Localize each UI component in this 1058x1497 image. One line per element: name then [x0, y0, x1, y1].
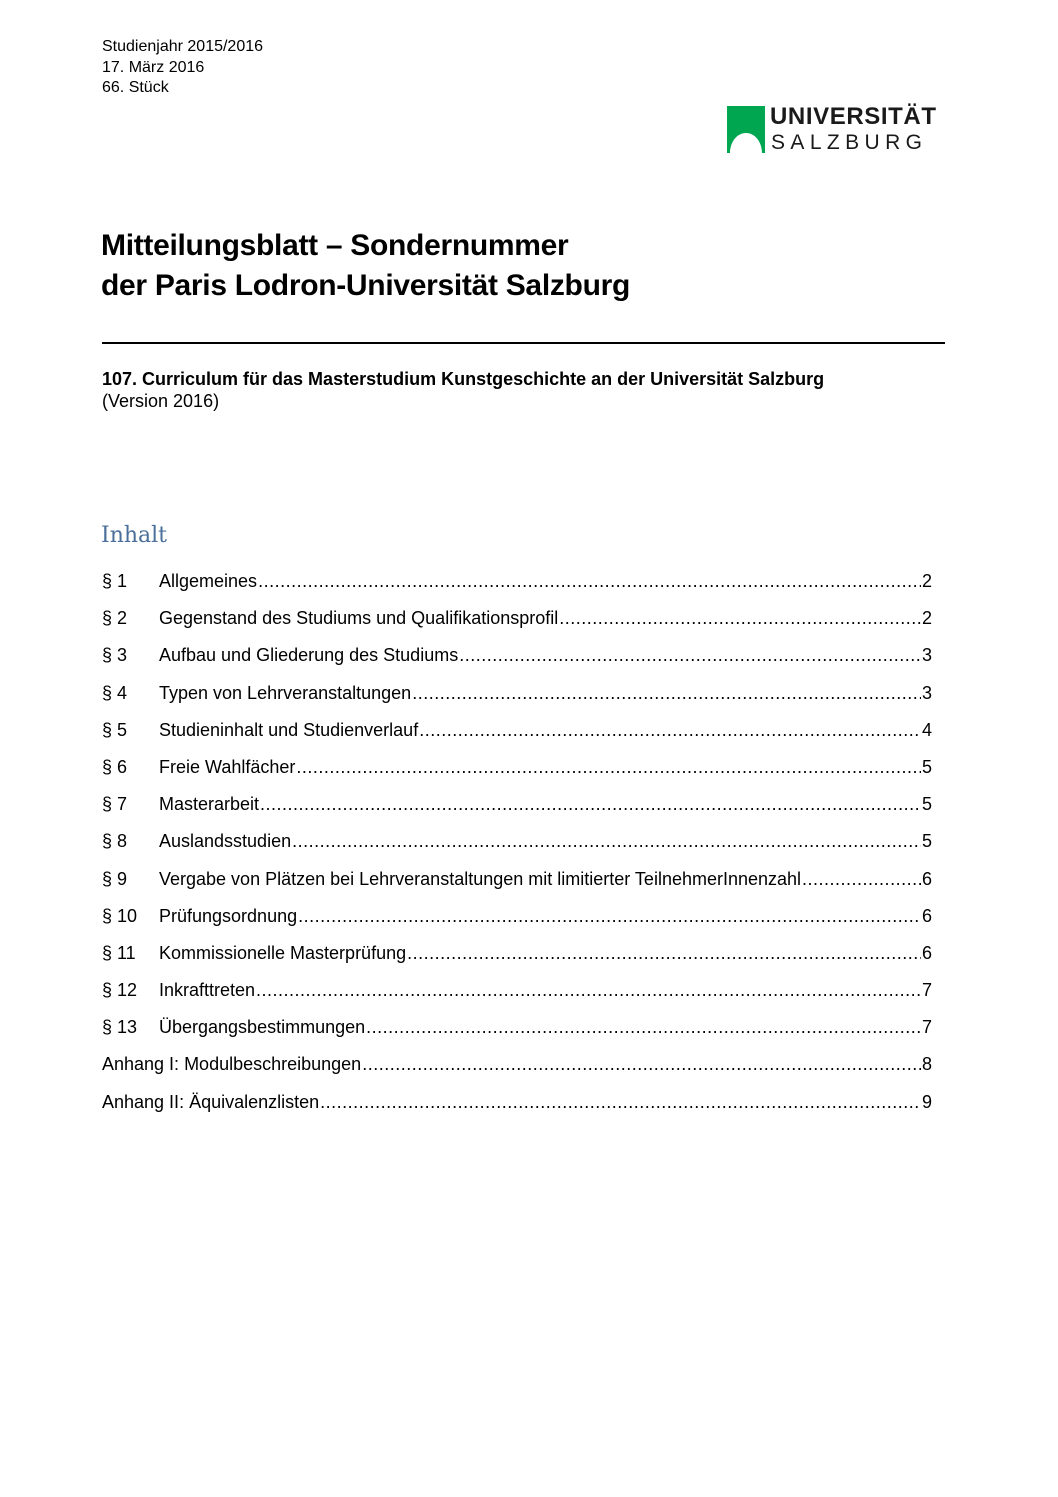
toc-entry-page: 4	[921, 719, 932, 740]
toc-leader-dots	[802, 863, 921, 896]
academic-year: Studienjahr 2015/2016	[102, 38, 264, 55]
toc-appendix-page: 8	[921, 1054, 932, 1075]
logo-text-universitaet: UNIVERSITÄT	[770, 103, 937, 130]
toc-entry-label: Prüfungsordnung	[159, 905, 298, 926]
logo-text-salzburg: SALZBURG	[771, 131, 928, 154]
toc-entry-label: Vergabe von Plätzen bei Lehrveranstaltungen mit limitierter TeilnehmerInnenzahl	[159, 868, 802, 889]
toc-entry-label: Inkrafttreten	[159, 980, 256, 1001]
toc-entry-page: 6	[921, 868, 932, 889]
toc-entry[interactable]	[102, 565, 932, 602]
toc-leader-dots	[296, 751, 921, 784]
toc-entry-page: 7	[921, 1017, 932, 1038]
toc-entry[interactable]	[102, 863, 932, 900]
toc-entry-label: Typen von Lehrveranstaltungen	[159, 682, 412, 703]
curriculum-title: 107. Curriculum für das Masterstudium Kunstgeschichte an der Universität Salzburg	[102, 369, 825, 389]
toc-entry-label: Allgemeines	[159, 571, 258, 591]
toc-entry-label: Aufbau und Gliederung des Studiums	[159, 645, 459, 666]
toc-entry-number: § 2	[102, 608, 128, 629]
toc-leader-dots	[419, 714, 921, 747]
title-line-1: Mitteilungsblatt – Sondernummer	[101, 229, 569, 262]
curriculum-version: (Version 2016)	[102, 391, 220, 411]
toc-entry-number: § 13	[102, 1017, 138, 1038]
toc-entry[interactable]	[102, 974, 932, 1011]
toc-entry-number: § 3	[102, 645, 128, 666]
toc-entry[interactable]	[102, 639, 932, 676]
toc-leader-dots	[412, 677, 921, 710]
toc-leader-dots	[362, 1048, 921, 1081]
toc-leader-dots	[258, 565, 921, 598]
toc-entry-number: § 4	[102, 682, 128, 703]
toc-entry-number: § 9	[102, 868, 128, 889]
logo-arch-icon	[727, 106, 765, 153]
toc-entry[interactable]	[102, 1011, 932, 1048]
toc-entry-label: Studieninhalt und Studienverlauf	[159, 719, 419, 740]
toc-entry[interactable]	[102, 714, 932, 751]
toc-entry[interactable]	[102, 788, 932, 825]
toc-entry[interactable]	[102, 937, 932, 974]
toc-entry-number: § 8	[102, 831, 128, 852]
toc-entry-page: 5	[921, 794, 932, 815]
toc-appendix-page: 9	[921, 1091, 932, 1112]
toc-entry-number: § 11	[102, 942, 136, 963]
toc-entry[interactable]	[102, 602, 932, 639]
issue-number: 66. Stück	[102, 79, 169, 96]
title-line-2: der Paris Lodron-Universität Salzburg	[101, 269, 631, 302]
toc-leader-dots	[459, 639, 921, 672]
toc-entry[interactable]	[102, 677, 932, 714]
document-meta	[102, 37, 263, 99]
toc-entry-page: 3	[921, 645, 932, 666]
toc-entry-label: Masterarbeit	[159, 794, 260, 815]
toc-entry-label: Auslandsstudien	[159, 831, 292, 852]
toc-entry[interactable]	[102, 825, 932, 862]
toc-appendix-label: Anhang I: Modulbeschreibungen	[102, 1054, 362, 1075]
toc-leader-dots	[256, 974, 921, 1007]
toc-entry-label: Kommissionelle Masterprüfung	[159, 942, 407, 963]
toc-entry[interactable]	[102, 900, 932, 937]
toc-entry-page: 2	[921, 608, 932, 629]
toc-entry-page: 6	[921, 942, 932, 963]
toc-entry-page: 7	[921, 980, 932, 1001]
toc-entry-label: Übergangsbestimmungen	[159, 1017, 366, 1038]
toc-entry-number: § 5	[102, 719, 128, 740]
toc-leader-dots	[366, 1011, 921, 1044]
toc-entry[interactable]	[102, 751, 932, 788]
issue-date: 17. März 2016	[102, 58, 205, 76]
toc-heading: Inhalt	[101, 523, 168, 548]
toc-entry-page: 5	[921, 831, 932, 852]
page-title	[101, 226, 630, 306]
toc-appendix-label: Anhang II: Äquivalenzlisten	[102, 1091, 320, 1112]
toc-leader-dots	[292, 825, 921, 858]
university-logo	[727, 103, 937, 156]
toc-entry-label: Freie Wahlfächer	[159, 756, 296, 777]
toc-entry-page: 5	[921, 756, 932, 777]
table-of-contents	[102, 565, 932, 1123]
toc-leader-dots	[559, 602, 921, 635]
toc-appendix[interactable]	[102, 1048, 932, 1085]
toc-entry-number: § 12	[102, 980, 138, 1001]
horizontal-divider	[102, 342, 945, 344]
toc-entry-page: 2	[921, 571, 932, 591]
document-heading	[102, 368, 824, 412]
toc-entry-page: 6	[921, 905, 932, 926]
toc-leader-dots	[407, 937, 921, 970]
toc-entry-number: § 1	[102, 571, 128, 591]
toc-entry-page: 3	[921, 682, 932, 703]
toc-entry-number: § 7	[102, 794, 128, 815]
toc-leader-dots	[320, 1086, 921, 1119]
toc-entry-label: Gegenstand des Studiums und Qualifikationsprofil	[159, 608, 559, 629]
toc-entry-number: § 6	[102, 756, 128, 777]
toc-leader-dots	[260, 788, 921, 821]
toc-entry-number: § 10	[102, 905, 138, 926]
toc-leader-dots	[298, 900, 921, 933]
toc-appendix[interactable]	[102, 1086, 932, 1123]
